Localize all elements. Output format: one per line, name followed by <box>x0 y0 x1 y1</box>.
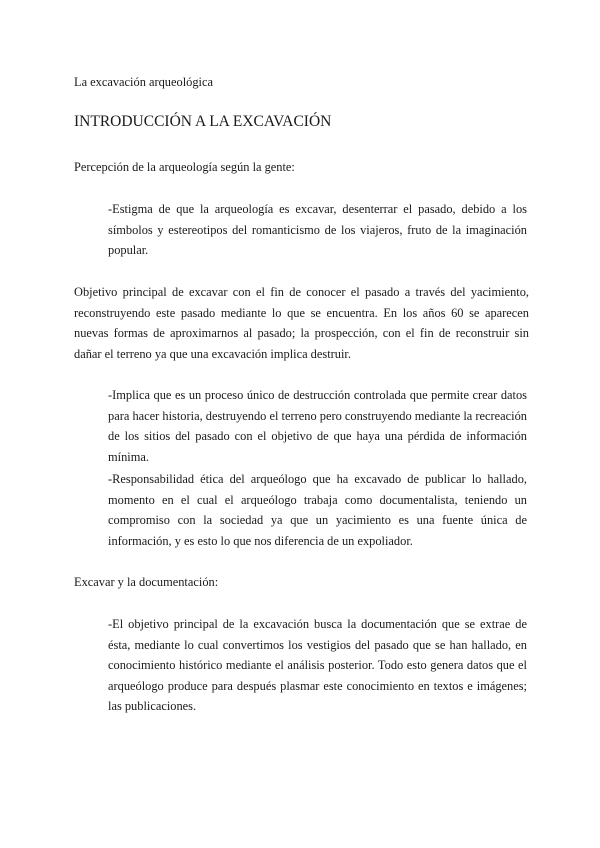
documentation-label: Excavar y la documentación: <box>74 575 219 589</box>
responsibility-paragraph: -Responsabilidad ética del arqueólogo que ha excavado de publicar lo hallado, momento en el cual el arqueólogo trabaja como documentalista, teniendo un compromiso con la sociedad ya que un yacimiento es una fuente única de información, y es esto lo que nos diferencia de un expoliador. <box>108 472 527 548</box>
objective-paragraph: Objetivo principal de excavar con el fin de conocer el pasado a través del yacimiento, reconstruyendo este pasado mediante lo que se encuentra. En los años 60 se aparecen nuevas formas de aproximarnos al pasado; la prospección, con el fin de reconstruir sin dañar el terreno ya que una excavación implica destruir. <box>74 285 529 361</box>
stigma-paragraph: -Estigma de que la arqueología es excavar, desenterrar el pasado, debido a los símbolos y estereotipos del romanticismo de los viajeros, fruto de la imaginación popular. <box>108 202 527 258</box>
section-heading: INTRODUCCIÓN A LA EXCAVACIÓN <box>74 113 332 130</box>
documentation-paragraph: -El objetivo principal de la excavación busca la documentación que se extrae de ésta, mediante lo cual convertimos los vestigios del pasado que se han hallado, en conocimiento histórico mediante el análisis posterior. Todo esto genera datos que el arqueólogo produce para después plasmar este conocimiento en textos e imágenes; las publicaciones. <box>108 617 527 714</box>
document-title: La excavación arqueológica <box>74 75 213 89</box>
destruction-paragraph: -Implica que es un proceso único de destrucción controlada que permite crear datos para hacer historia, destruyendo el terreno pero construyendo mediante la recreación de los sitios del pasado con el objetivo de que haya una pérdida de información mínima. <box>108 388 527 464</box>
perception-label: Percepción de la arqueología según la gente: <box>74 160 295 174</box>
